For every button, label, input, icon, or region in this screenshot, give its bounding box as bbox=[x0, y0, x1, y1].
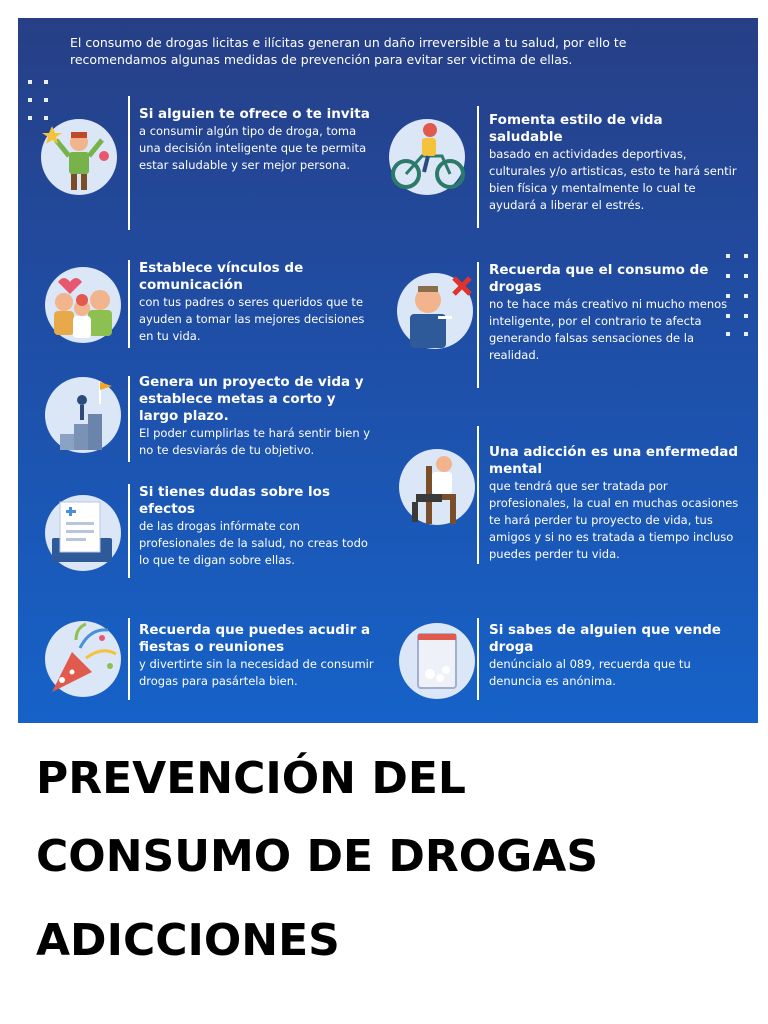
sick-person-chair-icon bbox=[396, 446, 478, 528]
divider-line bbox=[128, 96, 130, 230]
prevention-infographic bbox=[18, 18, 758, 723]
tip-body: basado en actividades deportivas, culturales y/o artisticas, esto te hará sentir bien física y mentalmente lo cual te ayudará a liberar el estrés. bbox=[489, 147, 737, 212]
tip-title: Una adicción es una enfermedad mental bbox=[489, 444, 739, 477]
page-title-line3: ADICCIONES bbox=[36, 915, 340, 966]
cyclist-icon bbox=[386, 116, 468, 198]
no-smoking-man-icon bbox=[394, 270, 476, 352]
tip-title: Si alguien te ofrece o te invita bbox=[139, 106, 370, 122]
intro-text: El consumo de drogas licitas e ilícitas generan un daño irreversible a tu salud, por ello te recomendamos algunas medidas de prevención para evitar ser victima de ellas. bbox=[70, 35, 627, 67]
page-title-line1: PREVENCIÓN DEL bbox=[36, 753, 466, 804]
goal-stairs-flag-icon bbox=[42, 374, 124, 456]
divider-line bbox=[128, 260, 130, 348]
tip-body: de las drogas infórmate con profesionales de la salud, no creas todo lo que te digan sobre ellas. bbox=[139, 519, 368, 567]
divider-line bbox=[128, 376, 130, 462]
page-title-line2: CONSUMO DE DROGAS bbox=[36, 831, 599, 882]
tip-title: Establece vínculos de comunicación bbox=[139, 260, 304, 293]
drug-bag-icon bbox=[396, 620, 478, 702]
tip-body: a consumir algún tipo de droga, toma una decisión inteligente que te permita estar saludable y ser mejor persona. bbox=[139, 124, 367, 172]
tip-body: El poder cumplirlas te hará sentir bien y no te desviarás de tu objetivo. bbox=[139, 426, 371, 457]
tip-title: Recuerda que el consumo de drogas bbox=[489, 262, 709, 295]
divider-line bbox=[477, 426, 479, 564]
divider-line bbox=[128, 618, 130, 700]
medical-document-icon bbox=[42, 492, 124, 574]
divider-line bbox=[128, 484, 130, 578]
divider-line bbox=[477, 618, 479, 700]
divider-line bbox=[477, 106, 479, 228]
divider-line bbox=[477, 262, 479, 388]
tip-body: y divertirte sin la necesidad de consumir drogas para pasártela bien. bbox=[139, 657, 374, 688]
tip-body: no te hace más creativo ni mucho menos inteligente, por el contrario te afecta generando falsas sensaciones de la realidad. bbox=[489, 297, 728, 362]
tip-title: Si sabes de alguien que vende droga bbox=[489, 622, 721, 655]
tip-title: Fomenta estilo de vida saludable bbox=[489, 112, 663, 145]
person-celebrating-icon bbox=[38, 116, 120, 198]
tip-title: Recuerda que puedes acudir a fiestas o reuniones bbox=[139, 622, 371, 655]
family-icon bbox=[42, 264, 124, 346]
tip-title: Si tienes dudas sobre los efectos bbox=[139, 484, 330, 517]
party-popper-icon bbox=[42, 618, 124, 700]
tip-body: con tus padres o seres queridos que te ayuden a tomar las mejores decisiones en tu vida. bbox=[139, 295, 365, 343]
tip-body: denúncialo al 089, recuerda que tu denuncia es anónima. bbox=[489, 657, 691, 688]
tip-title: Genera un proyecto de vida y establece metas a corto y largo plazo. bbox=[139, 374, 364, 424]
tip-body: que tendrá que ser tratada por profesionales, la cual en muchas ocasiones te hará perder tu proyecto de vida, tus amigos y si no es tratada a tiempo incluso puedes perder tu vida. bbox=[489, 479, 739, 561]
